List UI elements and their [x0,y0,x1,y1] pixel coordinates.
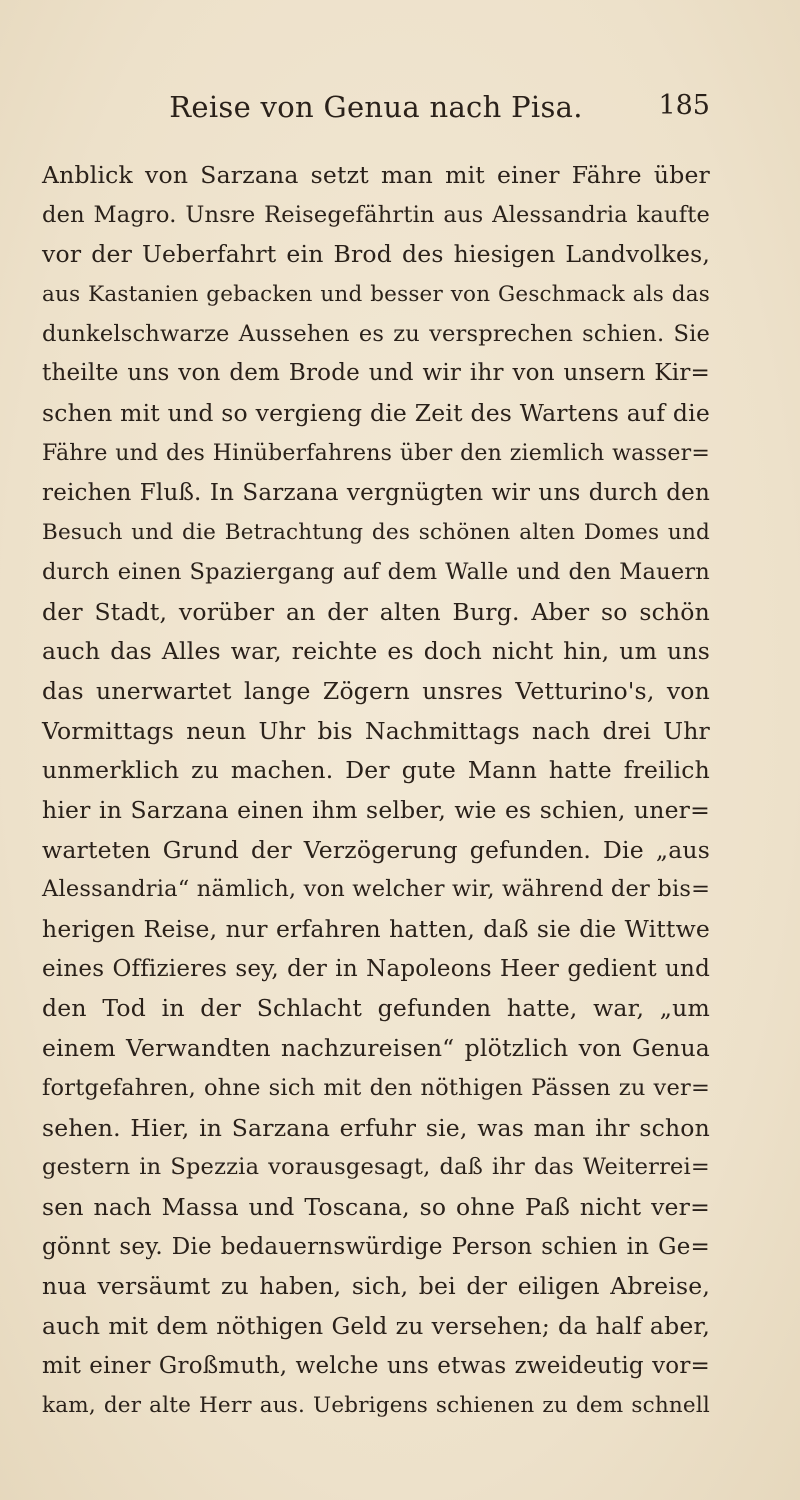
text-line: durch einen Spaziergang auf dem Walle und den Mauern [42,558,710,585]
text-line: nua versäumt zu haben, sich, bei der eiligen Abreise, [42,1272,710,1301]
text-line: das unerwartet lange Zögern unsres Vetturino's, von [42,676,710,705]
text-line: auch das Alles war, reichte es doch nicht hin, um uns [42,637,710,666]
text-line: aus Kastanien gebacken und besser von Geschmack als das [42,282,710,308]
text-line: dunkelschwarze Aussehen es zu versprechen schien. Sie [42,320,710,347]
text-line: Besuch und die Betrachtung des schönen alten Domes und [42,520,710,546]
text-line: hier in Sarzana einen ihm selber, wie es schien, uner= [42,796,710,824]
text-line: eines Offizieres sey, der in Napoleons Heer gedient und [42,955,710,982]
text-line: kam, der alte Herr aus. Uebrigens schienen zu dem schnell [42,1393,710,1419]
text-line: den Magro. Unsre Reisegefährtin aus Alessandria kaufte [42,201,710,228]
text-line: herigen Reise, nur erfahren hatten, daß sie die Wittwe [42,915,710,944]
text-line: gestern in Spezzia vorausgesagt, daß ihr das Weiterrei= [42,1154,710,1181]
text-line: den Tod in der Schlacht gefunden hatte, war, „um [42,994,710,1023]
text-line: unmerklich zu machen. Der gute Mann hatte freilich [42,756,710,785]
text-line: vor der Ueberfahrt ein Brod des hiesigen Landvolkes, [42,240,710,269]
text-line: Anblick von Sarzana setzt man mit einer Fähre über [42,161,710,189]
text-line: gönnt sey. Die bedauernswürdige Person schien in Ge= [42,1233,710,1260]
text-line: Fähre und des Hinüberfahrens über den ziemlich wasser= [42,440,710,466]
page-number: 185 [658,90,710,121]
text-line: einem Verwandten nachzureisen“ plötzlich von Genua [42,1034,710,1063]
text-line: fortgefahren, ohne sich mit den nöthigen Pässen zu ver= [42,1074,710,1101]
text-line: der Stadt, vorüber an der alten Burg. Aber so schön [42,597,710,626]
text-line: sehen. Hier, in Sarzana erfuhr sie, was man ihr schon [42,1113,710,1142]
text-line: mit einer Großmuth, welche uns etwas zweideutig vor= [42,1352,710,1379]
text-line: Vormittags neun Uhr bis Nachmittags nach drei Uhr [42,716,710,745]
text-line: schen mit und so vergieng die Zeit des Wartens auf die [42,399,710,428]
text-line: Alessandria“ nämlich, von welcher wir, während der bis= [42,876,711,903]
text-line: warteten Grund der Verzögerung gefunden. Die „aus [42,835,710,864]
text-line: auch mit dem nöthigen Geld zu versehen; da half aber, [42,1311,710,1340]
running-head: Reise von Genua nach Pisa. [169,90,583,124]
page-header [42,82,710,128]
text-line: theilte uns von dem Brode und wir ihr von unsern Kir= [42,360,710,387]
text-line: sen nach Massa und Toscana, so ohne Paß nicht ver= [42,1192,710,1221]
body-text [42,156,710,1426]
text-line: reichen Fluß. In Sarzana vergnügten wir uns durch den [42,479,710,506]
